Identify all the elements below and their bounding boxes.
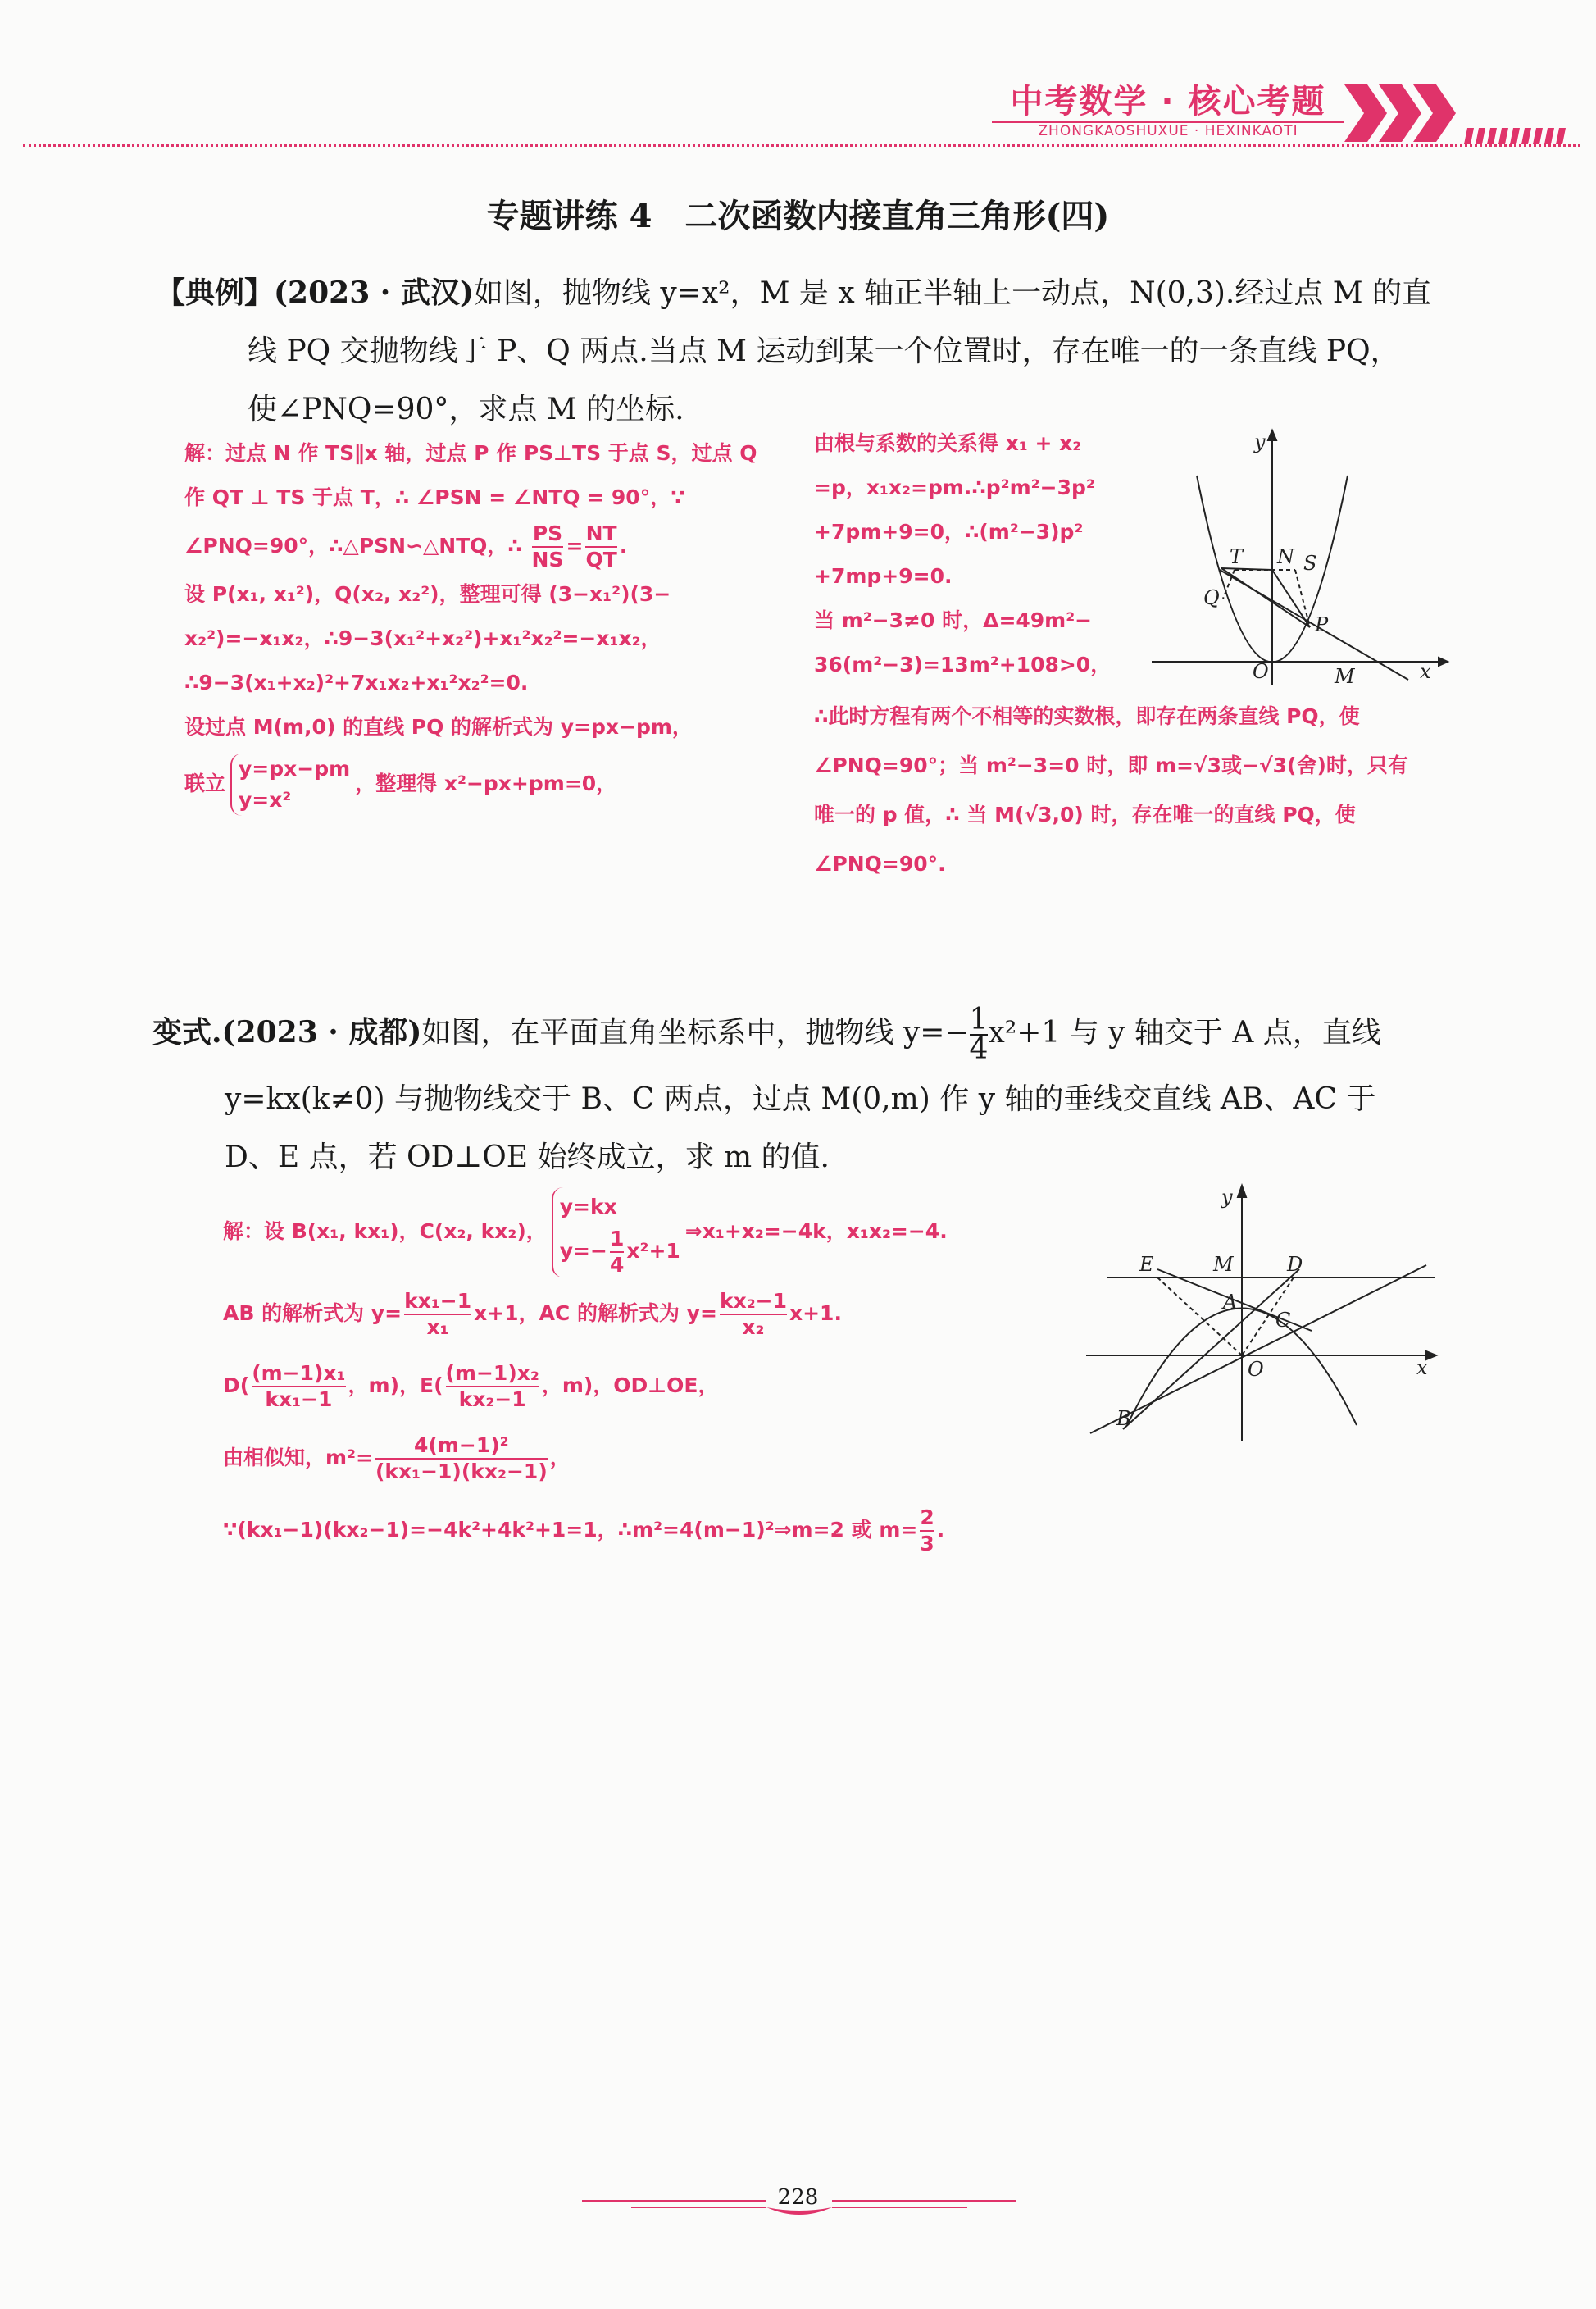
x-axis-arrow-icon	[1439, 658, 1448, 666]
label-y: y	[1254, 430, 1266, 453]
variant-line-2: y=kx(k≠0) 与抛物线交于 B、C 两点，过点 M(0,m) 作 y 轴的垂线交直线 AB、AC 于	[225, 1082, 1376, 1116]
solution-line: 设 P(x₁, x₁²)，Q(x₂, x₂²)，整理可得 (3−x₁²)(3−	[184, 582, 671, 606]
solution-line: D( $\frac{\text{(m−1)x₁}}{\text{kx₁−1}}$ ，m)，E( $\frac{\text{(m−1)x₂}}{\text{kx₂−1}}$ ，m)，OD⊥OE，	[223, 1361, 719, 1411]
example-solution-right-top	[814, 421, 1158, 687]
fraction-ps-ns: $\frac{PS}{NS}$	[531, 521, 564, 572]
solution-line: 联立 y=px−pm y=x² ，整理得 x²−px+pm=0，	[184, 749, 791, 818]
segment-tq	[1223, 570, 1235, 599]
solution-line: ∴9−3(x₁+x₂)²+7x₁x₂+x₁²x₂²=0.	[184, 671, 529, 695]
label-c: C	[1275, 1309, 1291, 1332]
label-m: M	[1335, 665, 1355, 688]
label-t: T	[1230, 545, 1244, 568]
solution-line: ∠PNQ=90°；当 m²−3=0 时，即 m=√3或−√3(舍)时，只有	[814, 754, 1408, 777]
line-ab	[1123, 1269, 1299, 1429]
solution-line: 由根与系数的关系得 x₁ + x₂	[814, 431, 1082, 455]
solution-line: AB 的解析式为 y= $\frac{\text{kx₁−1}}{\text{x₁}}$ x+1，AC 的解析式为 y= $\frac{\text{kx₂−1}}{\text{x₂}}$ x+1.	[223, 1289, 842, 1339]
solution-line: 解：过点 N 作 TS∥x 轴，过点 P 作 PS⊥TS 于点 S，过点 Q	[184, 441, 757, 465]
label-s: S	[1303, 552, 1317, 575]
example-source: (2023 · 武汉)	[274, 276, 474, 310]
variant-problem: 变式.(2023 · 成都)如图，在平面直角坐标系中，抛物线 y=− $\frac{1}{4}$ x²+1 与 y 轴交于 A 点，直线 y=kx(k≠0) 与抛物线交于 B、C 两点，过点 M(0,m) 作 y 轴的垂线交直线 AB、AC 于 D、E 点，若 OD⊥OE 始终成立，求 m 的值.	[152, 995, 1464, 1186]
equation-system: y=kx y=− $\frac{1}{4}$ x²+1	[552, 1187, 680, 1277]
solution-line: 作 QT ⊥ TS 于点 T，∴ ∠PSN = ∠NTQ = 90°，∵	[184, 485, 685, 509]
segment-np	[1272, 570, 1310, 627]
segment-qp	[1221, 568, 1310, 627]
brand-pinyin: ZHONGKAOSHUXUE · HEXINKAOTI	[992, 121, 1344, 139]
y-axis-arrow-icon	[1268, 430, 1276, 440]
fraction-one-quarter: $\frac{1}{4}$	[969, 1003, 989, 1066]
variant-source: (2023 · 成都)	[221, 1015, 422, 1050]
equation-system: y=px−pm y=x²	[230, 754, 350, 816]
solution-line: ∠PNQ=90°.	[814, 852, 946, 876]
label-x: x	[1416, 1356, 1428, 1379]
example-tag: 【典例】	[156, 276, 275, 310]
solution-line: ∴此时方程有两个不相等的实数根，即存在两条直线 PQ，使	[814, 704, 1360, 728]
example-line-3: 使∠PNQ=90°，求点 M 的坐标.	[248, 393, 684, 426]
label-a: A	[1223, 1291, 1238, 1314]
solution-line: +7mp+9=0.	[814, 564, 953, 588]
solution-line: 当 m²−3≠0 时，Δ=49m²−	[814, 608, 1093, 632]
solution-line: x₂²)=−x₁x₂，∴9−3(x₁²+x₂²)+x₁²x₂²=−x₁x₂，	[184, 626, 662, 650]
variant-line-3: D、E 点，若 OD⊥OE 始终成立，求 m 的值.	[225, 1141, 830, 1174]
label-m: M	[1213, 1253, 1234, 1276]
y-axis-arrow-icon	[1238, 1186, 1246, 1197]
page-number: 228	[777, 2185, 819, 2210]
example-solution-left	[184, 431, 791, 818]
solution-line: 设过点 M(m,0) 的直线 PQ 的解析式为 y=px−pm，	[184, 715, 693, 739]
label-o: O	[1253, 660, 1269, 683]
solution-line: ∠PNQ=90°，∴△PSN∽△NTQ，∴ $\frac{PS}{NS}$ = $\frac{NT}{QT}$ .	[184, 521, 628, 572]
label-y: y	[1221, 1186, 1233, 1209]
fraction-nt-qt: $\frac{NT}{QT}$	[585, 521, 617, 572]
brand-title: 中考数学 · 核心考题	[1010, 83, 1326, 121]
label-n: N	[1277, 545, 1294, 568]
chevron-decoration-icon	[1344, 80, 1590, 154]
solution-line: 36(m²−3)=13m²+108>0，	[814, 653, 1112, 676]
variant-tag: 变式.	[152, 1015, 222, 1050]
variant-figure	[1082, 1179, 1451, 1458]
example-problem	[156, 264, 1435, 439]
example-solution-right-bottom	[814, 692, 1453, 889]
example-line-1: 如图，抛物线 y=x²，M 是 x 轴正半轴上一动点，N(0,3).经过点 M 的直	[473, 276, 1432, 310]
label-d: D	[1287, 1253, 1303, 1276]
solution-line: =p，x₁x₂=pm.∴p²m²−3p²	[814, 476, 1095, 499]
solution-line: +7pm+9=0，∴(m²−3)p²	[814, 520, 1084, 544]
label-x: x	[1420, 660, 1431, 683]
label-b: B	[1116, 1407, 1131, 1430]
solution-line: 解：设 B(x₁, kx₁)，C(x₂, kx₂)， y=kx y=− $\frac{1}{4}$ x²+1 ⇒x₁+x₂=−4k，x₁x₂=−4.	[223, 1187, 1125, 1277]
solution-line: ∵(kx₁−1)(kx₂−1)=−4k²+4k²+1=1，∴m²=4(m−1)²⇒m=2 或 m= $\frac{2}{3}$ .	[223, 1505, 945, 1555]
variant-solution	[223, 1187, 1125, 1566]
label-o: O	[1248, 1358, 1264, 1381]
x-axis-arrow-icon	[1426, 1351, 1436, 1359]
example-line-2: 线 PQ 交抛物线于 P、Q 两点.当点 M 运动到某一个位置时，存在唯一的一条直线 PQ，	[248, 335, 1400, 368]
label-p: P	[1315, 613, 1329, 636]
brand-block	[992, 82, 1344, 139]
solution-line: 唯一的 p 值，∴ 当 M(√3,0) 时，存在唯一的直线 PQ，使	[814, 803, 1356, 827]
page-title: 专题讲练 4 二次函数内接直角三角形(四)	[486, 197, 1110, 235]
segment-oe	[1157, 1277, 1242, 1355]
solution-line: 由相似知，m²= $\frac{\text{4(m−1)²}}{\text{(kx₁−1)(kx₂−1)}}$ ，	[223, 1433, 571, 1483]
label-e: E	[1139, 1253, 1154, 1276]
label-q: Q	[1203, 586, 1220, 609]
line-bc	[1090, 1265, 1426, 1433]
parabola-figure	[1148, 422, 1451, 693]
